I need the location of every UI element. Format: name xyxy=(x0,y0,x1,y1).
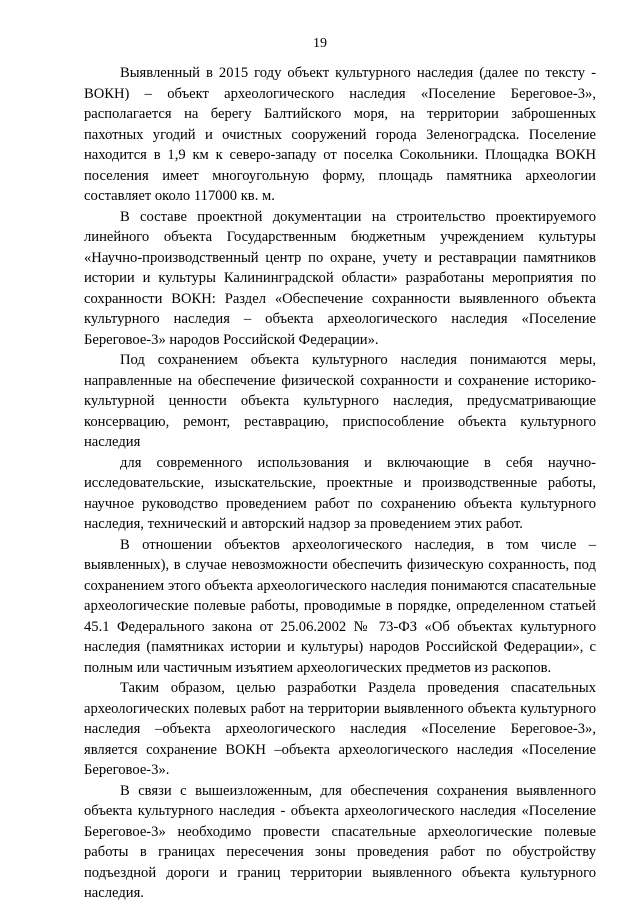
paragraph-preservation-definition: Под сохранением объекта культурного наследия понимаются меры, направленные на обеспечение физической сохранности и сохранение историко-культурной ценности объекта культурного наследия, предусматривающие консервацию, ремонт, реставрацию, приспособление объекта культурного наследия xyxy=(84,352,596,450)
paragraph-project-documentation: В составе проектной документации на строительство проектируемого линейного объекта Государственным бюджетным учреждением культуры «Научно-производственный центр по охране, учету и реставрации памятников истории и культуры Калининградской области» разработаны мероприятия по сохранности ВОКН: Раздел «Обеспечение сохранности выявленного объекта культурного наследия – объекта археологического наследия «Поселение Береговое-3» народов Российской Федерации». xyxy=(84,208,596,348)
paragraph-identified-object: Выявленный в 2015 году объект культурного наследия (далее по тексту - ВОКН) – объект археологического наследия «Поселение Береговое-3», располагается на берегу Балтийского моря, на территории заброшенных пахотных угодий и очистных сооружений города Зеленоградска. Поселение находится в 1,9 км к северо-западу от поселка Сокольники. Площадка ВОКН поселения имеет многоугольную форму, площадь памятника археологии составляет около 117000 кв. м. xyxy=(84,65,596,204)
page-number: 19 xyxy=(313,36,327,51)
paragraph-section-purpose: Таким образом, целью разработки Раздела проведения спасательных археологических полевых работ на территории выявленного объекта культурного наследия –объекта археологического наследия «Поселение Береговое-3», является сохранение ВОКН –объекта археологического наследия «Поселение Береговое-3». xyxy=(84,680,596,778)
document-body xyxy=(84,63,596,904)
paragraph-conclusion: В связи с вышеизложенным, для обеспечения сохранения выявленного объекта культурного наследия - объекта археологического наследия «Поселение Береговое-3» необходимо провести спасательные археологические полевые работы в границах пересечения зоны проведения работ по обустройству подъездной дороги и границ территории выявленного объекта культурного наследия. xyxy=(84,782,596,901)
paragraph-archaeological-objects: В отношении объектов археологического наследия, в том числе – выявленных), в случае невозможности обеспечить физическую сохранность, под сохранением этого объекта археологического наследия понимаются спасательные археологические полевые работы, проводимые в порядке, определенном статьей 45.1 Федерального закона от 25.06.2002 № 73-ФЗ «Об объектах культурного наследия (памятниках истории и культуры) народов Российской Федерации», с полным или частичным изъятием археологических предметов из раскопов. xyxy=(84,536,596,676)
paragraph-preservation-continued: для современного использования и включающие в себя научно-исследовательские, изыскательские, проектные и производственные работы, научное руководство проведением работ по сохранению объекта культурного наследия, технический и авторский надзор за проведением этих работ. xyxy=(84,454,596,532)
